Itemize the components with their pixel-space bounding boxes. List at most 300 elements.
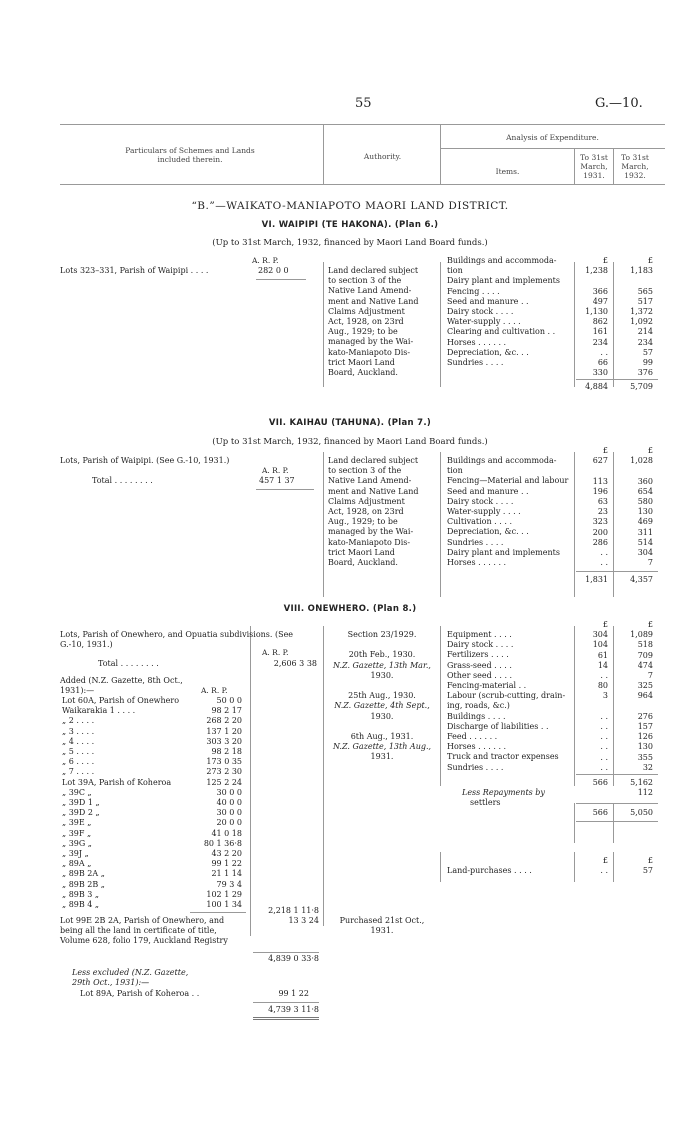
lot-row: [62, 890, 242, 900]
section-8-lot-list: [62, 696, 242, 910]
expense-item: Dairy stock . . . .: [447, 640, 514, 650]
authority-line: Claims Adjustment: [328, 306, 405, 316]
amount-1932: 304: [637, 548, 653, 558]
lot-row: [62, 767, 242, 777]
amount-1932: 126: [637, 732, 653, 742]
amount-1932: 1,028: [630, 456, 653, 466]
expense-item: Sundries . . . .: [447, 762, 504, 772]
lot-name: „ 3 . . . .: [62, 726, 95, 736]
section-8-lots-arp-header: A. R. P.: [201, 686, 228, 695]
section-8-less: [72, 968, 188, 988]
expense-item: Water-supply . . . .: [447, 507, 521, 517]
expense-item: Fencing—Material and labour: [447, 476, 569, 486]
lot-row: [62, 839, 242, 849]
amount-1931: 627: [592, 456, 608, 466]
lot-name: „ 39J „: [62, 849, 89, 859]
section-7-total-1932: 4,357: [630, 575, 653, 584]
section-7-subtitle: (Up to 31st March, 1932, financed by Maori Land Board funds.): [212, 437, 488, 447]
lot-row: [62, 788, 242, 798]
header-divider-2: [440, 124, 441, 184]
amount-1932: 1,089: [630, 630, 653, 640]
authority-line: Aug., 1929; to be: [328, 517, 398, 527]
section-8-lp-1931: . .: [600, 866, 608, 875]
expense-item: tion: [447, 466, 463, 476]
section-8-less-repayments: Less Repayments by: [462, 788, 545, 797]
section-7-divider-c: [574, 452, 575, 597]
section-8-lp-1932: 57: [642, 866, 653, 875]
section-8-lp-divider-d: [613, 852, 614, 882]
section-8-net-1931: 566: [592, 808, 608, 817]
expense-item: Feed . . . . . .: [447, 732, 498, 742]
amount-1932: 7: [647, 558, 653, 568]
section-8-arp-header: A. R. P.: [262, 648, 289, 657]
amount-1931: . .: [600, 671, 608, 681]
land-description-line: Lots, Parish of Onewhero, and Opuatia subdivisions. (See: [60, 630, 294, 639]
amount-1931: . .: [600, 752, 608, 762]
amount-1932: 518: [637, 640, 653, 650]
section-8-subtotal: 2,218 1 11·8: [268, 906, 319, 915]
amount-1932: 57: [642, 347, 653, 357]
amount-1932: [615, 276, 653, 286]
section-6-divider-d: [613, 262, 614, 387]
authority-line: kato-Maniapoto Dis-: [328, 347, 411, 357]
section-8-sum-1931: 566: [592, 778, 608, 787]
amount-1932: 474: [637, 660, 653, 670]
lot-area: 30 0 0: [216, 808, 242, 818]
amount-1931: £: [602, 256, 608, 265]
amount-1932: 469: [637, 517, 653, 527]
section-6-area-rule: [256, 279, 306, 280]
lot99-line: being all the land in certificate of title,: [60, 926, 217, 936]
lot-name: „ 39D 1 „: [62, 798, 100, 808]
section-6-col-1932: [615, 256, 653, 378]
lot-area: 100 1 34: [206, 900, 242, 910]
purchased-line: 1931.: [370, 926, 394, 936]
section-8-less-area: 99 1 22: [278, 989, 309, 998]
section-7-total-label: Total . . . . . . . .: [92, 476, 153, 485]
amount-1932: £: [647, 256, 653, 265]
section-7-col-1932: [615, 446, 653, 568]
lot-row: [62, 808, 242, 818]
added-line: 1931):—: [60, 686, 95, 696]
section-6-arp-header: A. R. P.: [252, 256, 279, 265]
amount-1932: 517: [637, 296, 653, 306]
lot-area: 50 0 0: [216, 696, 242, 705]
section-8-net-divider-c: [574, 803, 575, 843]
lot-area: 40 0 0: [216, 798, 242, 808]
expense-item: Sundries . . . .: [447, 537, 504, 547]
authority-line: managed by the Wai-: [328, 337, 414, 347]
lot-row: [62, 706, 242, 716]
authority-line: 25th Aug., 1930.: [348, 691, 416, 701]
section-8-lp-divider-c: [574, 852, 575, 882]
amount-1931: 113: [592, 476, 608, 486]
expense-item: Buildings and accommoda-: [447, 256, 557, 265]
amount-1931: 1,130: [585, 307, 608, 317]
authority-line: Land declared subject: [328, 456, 419, 465]
lot-name: „ 89B 3 „: [62, 889, 100, 899]
section-7-land: Lots, Parish of Waipipi. (See G.-10, 1931.): [60, 456, 230, 465]
lot-name: Lot 39A, Parish of Koheroa: [62, 777, 172, 787]
section-8-sum-rule: [253, 952, 319, 953]
authority-line: trict Maori Land: [328, 357, 395, 367]
land-description-line: G.-10, 1931.): [60, 640, 113, 650]
lot-name: „ 7 . . . .: [62, 767, 95, 777]
header-particulars: Particulars of Schemes and Lands included therein.: [125, 146, 255, 164]
amount-1932: £: [647, 620, 653, 629]
section-6-col-1931: [576, 256, 608, 378]
amount-1931: 323: [592, 517, 608, 527]
authority-line: [326, 681, 438, 691]
header-divider-4: [613, 148, 614, 184]
lot-name: „ 2 . . . .: [62, 716, 95, 726]
amount-1931: . .: [600, 347, 608, 357]
lot-area: 98 2 17: [211, 706, 242, 716]
expense-item: Sundries . . . .: [447, 358, 504, 368]
authority-line: to section 3 of the: [328, 276, 402, 286]
lot-row: [62, 778, 242, 788]
authority-line: 20th Feb., 1930.: [348, 650, 416, 660]
section-8-divider-b: [440, 626, 441, 786]
section-7-total-rule: [576, 571, 658, 572]
amount-1932: 580: [637, 497, 653, 507]
amount-1931: . .: [600, 732, 608, 742]
section-7-total-1931: 1,831: [585, 575, 608, 584]
amount-1931: [576, 276, 608, 286]
amount-1931: 80: [597, 681, 608, 691]
lot-row: [62, 829, 242, 839]
expense-item: Fertilizers . . . .: [447, 650, 509, 660]
lot-name: Lot 60A, Parish of Onewhero: [62, 696, 180, 705]
authority-line: [326, 722, 438, 732]
section-8-col-1932: [615, 620, 653, 773]
section-8-final-double-rule: [253, 1017, 319, 1020]
amount-1931: 497: [592, 296, 608, 306]
district-title: “B.”—WAIKATO-MANIAPOTO MAORI LAND DISTRICT.: [191, 200, 509, 212]
section-8-land-purchases: Land-purchases . . . .: [447, 866, 532, 875]
lot-name: „ 89A „: [62, 859, 92, 869]
section-7-divider-d: [613, 452, 614, 597]
expense-item: Dairy stock . . . .: [447, 496, 514, 506]
amount-1932: 311: [637, 527, 653, 537]
expense-item: Equipment . . . .: [447, 630, 512, 639]
lot-area: 303 3 20: [206, 736, 242, 746]
lot-area: 20 0 0: [216, 818, 242, 828]
section-7-area: 457 1 37: [259, 476, 295, 485]
header-top-rule: [60, 124, 665, 125]
lot-row: [62, 696, 242, 706]
lot-name: „ 89B 4 „: [62, 900, 100, 910]
amount-1931: £: [602, 620, 608, 629]
lot-row: [62, 849, 242, 859]
section-7-items: [447, 456, 568, 568]
expense-item: Labour (scrub-cutting, drain-: [447, 691, 566, 701]
amount-1932: [615, 702, 653, 712]
header-divider-1: [323, 124, 324, 184]
section-8-sum: 4,839 0 33·8: [268, 954, 319, 963]
lot-row: [62, 716, 242, 726]
section-6-total-1932: 5,709: [630, 382, 653, 391]
section-7-area-rule: [256, 489, 314, 490]
lot99-line: Volume 628, folio 179, Auckland Registry: [60, 936, 228, 946]
section-6-total-rule: [576, 379, 658, 380]
section-7-arp-header: A. R. P.: [262, 466, 289, 475]
lot-name: „ 39F „: [62, 828, 92, 838]
lot-area: 41 0 18: [211, 828, 242, 838]
authority-line: Native Land Amend-: [328, 286, 412, 296]
expense-item: Grass-seed . . . .: [447, 660, 512, 670]
lot-row: [62, 859, 242, 869]
header-col-1932: To 31st March, 1932.: [621, 153, 649, 180]
authority-line: kato-Maniapoto Dis-: [328, 537, 411, 547]
section-8-less-lot: Lot 89A, Parish of Koheroa . .: [80, 989, 200, 998]
section-6-subtitle: (Up to 31st March, 1932, financed by Maori Land Board funds.): [212, 238, 488, 248]
lot-area: 79 3 4: [216, 879, 242, 889]
section-8-authority: [326, 630, 438, 763]
less-excluded-line: Less excluded (N.Z. Gazette,: [72, 968, 189, 977]
lot-area: 80 1 36·8: [203, 838, 242, 848]
amount-1931: 304: [592, 630, 608, 640]
amount-1932: 1,092: [630, 317, 653, 327]
lot-area: 173 0 35: [206, 757, 242, 767]
amount-1931: 200: [592, 527, 608, 537]
expense-item: tion: [447, 266, 463, 276]
authority-line: to section 3 of the: [328, 466, 402, 476]
amount-1932: 376: [637, 368, 653, 378]
header-bottom-rule: [60, 184, 665, 185]
lot-area: 21 1 14: [211, 869, 242, 879]
authority-line: Claims Adjustment: [328, 496, 405, 506]
amount-1931: 14: [597, 660, 608, 670]
expense-item: Seed and manure . .: [447, 296, 529, 306]
section-6-items: [447, 256, 560, 368]
amount-1931: 1,238: [585, 266, 608, 276]
page-number: 55: [355, 96, 372, 111]
less-excluded-line: 29th Oct., 1931):—: [72, 978, 150, 988]
purchased-line: Purchased 21st Oct.,: [339, 916, 425, 925]
expense-item: Horses . . . . . .: [447, 742, 507, 752]
document-code: G.—10.: [595, 96, 643, 111]
amount-1931: 104: [592, 640, 608, 650]
lot99-line: Lot 99E 2B 2A, Parish of Onewhero, and: [60, 916, 225, 925]
section-7-title: VII. KAIHAU (TAHUNA). (Plan 7.): [268, 418, 432, 428]
section-8-added: [60, 676, 183, 696]
expense-item: Cultivation . . . .: [447, 517, 512, 527]
amount-1931: 61: [597, 650, 608, 660]
expense-item: Buildings and accommoda-: [447, 456, 557, 465]
amount-1932: 709: [637, 650, 653, 660]
expense-item: Clearing and cultivation . .: [447, 327, 556, 337]
header-authority: Authority.: [363, 152, 402, 161]
section-8-final: 4,739 3 11·8: [268, 1005, 319, 1014]
section-8-net-divider-d: [613, 803, 614, 843]
section-8-final-rule: [253, 1002, 319, 1003]
amount-1931: 66: [597, 358, 608, 368]
expense-item: Dairy plant and implements: [447, 276, 560, 286]
amount-1931: . .: [600, 548, 608, 558]
amount-1931: [576, 702, 608, 712]
lot-row: [62, 900, 242, 910]
lot-name: „ 39G „: [62, 838, 92, 848]
section-8-net-bottom-rule: [576, 821, 658, 822]
authority-line: managed by the Wai-: [328, 527, 414, 537]
amount-1932: 964: [637, 691, 653, 701]
amount-1932: 157: [637, 722, 653, 732]
authority-line: 1930.: [370, 711, 394, 721]
amount-1932: £: [647, 446, 653, 455]
amount-1931: [576, 466, 608, 476]
amount-1931: . .: [600, 558, 608, 568]
amount-1932: 234: [637, 337, 653, 347]
lot-name: „ 39C „: [62, 787, 92, 797]
amount-1931: 330: [592, 368, 608, 378]
lot-name: „ 4 . . . .: [62, 736, 95, 746]
section-8-lp-currency-1931: £: [602, 856, 608, 865]
authority-line: 6th Aug., 1931.: [350, 732, 414, 742]
section-8-total-label: Total . . . . . . . .: [98, 659, 159, 668]
amount-1932: 565: [637, 286, 653, 296]
authority-line: trict Maori Land: [328, 547, 395, 557]
section-6-title: VI. WAIPIPI (TE HAKONA). (Plan 6.): [261, 220, 439, 230]
amount-1931: . .: [600, 711, 608, 721]
section-7-authority: [328, 456, 419, 568]
amount-1932: 276: [637, 711, 653, 721]
authority-line: N.Z. Gazette, 4th Sept.,: [334, 701, 430, 711]
amount-1932: 99: [642, 358, 653, 368]
authority-line: N.Z. Gazette, 13th Mar.,: [333, 660, 431, 670]
authority-line: 1931.: [370, 752, 394, 762]
amount-1931: 234: [592, 337, 608, 347]
expense-item: Other seed . . . .: [447, 670, 513, 680]
expense-item: ing, roads, &c.): [447, 701, 510, 711]
amount-1932: 514: [637, 537, 653, 547]
lot-row: [62, 747, 242, 757]
authority-line: ment and Native Land: [328, 486, 419, 496]
header-items: Items.: [495, 167, 520, 176]
expense-item: Dairy plant and implements: [447, 547, 560, 557]
expense-item: Buildings . . . .: [447, 711, 506, 721]
added-line: Added (N.Z. Gazette, 8th Oct.,: [60, 676, 183, 685]
section-8-divider-a: [323, 626, 324, 926]
authority-line: Board, Auckland.: [328, 368, 398, 378]
lot-row: [62, 818, 242, 828]
amount-1931: 196: [592, 486, 608, 496]
expense-item: Water-supply . . . .: [447, 317, 521, 327]
amount-1932: 130: [637, 742, 653, 752]
section-7-divider-b: [440, 452, 441, 597]
amount-1932: 325: [637, 681, 653, 691]
lot-area: 43 2 20: [211, 849, 242, 859]
amount-1931: . .: [600, 762, 608, 772]
section-7-divider-a: [323, 452, 324, 597]
amount-1931: 366: [592, 286, 608, 296]
header-divider-3: [574, 148, 575, 184]
amount-1932: [615, 466, 653, 476]
section-8-less-settlers: settlers: [470, 798, 501, 807]
section-8-items: [447, 630, 565, 773]
section-8-purchased: [326, 916, 438, 936]
amount-1931: 286: [592, 537, 608, 547]
authority-line: Aug., 1929; to be: [328, 327, 398, 337]
amount-1932: 1,183: [630, 266, 653, 276]
lot-area: 268 2 20: [206, 716, 242, 726]
authority-line: Section 23/1929.: [347, 630, 417, 639]
amount-1932: 7: [647, 671, 653, 681]
amount-1932: 130: [637, 507, 653, 517]
expense-item: Depreciation, &c. . .: [447, 527, 529, 537]
amount-1931: 161: [592, 327, 608, 337]
lot-row: [62, 727, 242, 737]
section-6-divider-b: [440, 262, 441, 387]
amount-1932: 1,372: [630, 307, 653, 317]
header-analysis-rule: [440, 148, 665, 149]
authority-line: Native Land Amend-: [328, 476, 412, 486]
section-8-land-header: [60, 630, 293, 650]
amount-1932: 360: [637, 476, 653, 486]
authority-line: [326, 640, 438, 650]
expense-item: Dairy stock . . . .: [447, 307, 514, 317]
section-8-lot99-area: 13 3 24: [288, 916, 319, 925]
expense-item: Horses . . . . . .: [447, 337, 507, 347]
lot-name: „ 39E „: [62, 818, 92, 828]
lot-area: 98 2 18: [211, 747, 242, 757]
expense-item: Fencing . . . .: [447, 286, 500, 296]
section-6-divider-c: [574, 262, 575, 387]
lot-row: [62, 798, 242, 808]
authority-line: Board, Auckland.: [328, 558, 398, 568]
lot-name: Waikarakia 1 . . . .: [62, 706, 136, 716]
authority-line: Land declared subject: [328, 266, 419, 275]
lot-row: [62, 737, 242, 747]
authority-line: 1930.: [370, 670, 394, 680]
amount-1931: 63: [597, 497, 608, 507]
amount-1931: 3: [602, 691, 608, 701]
amount-1932: 214: [637, 327, 653, 337]
lot-row: [62, 880, 242, 890]
lot-row: [62, 869, 242, 879]
lot-name: „ 6 . . . .: [62, 757, 95, 767]
lot-area: 30 0 0: [216, 787, 242, 797]
section-6-authority: [328, 266, 419, 378]
section-8-less-repayments-value: 112: [637, 788, 653, 797]
section-8-net-1932: 5,050: [630, 808, 653, 817]
authority-line: N.Z. Gazette, 13th Aug.,: [332, 742, 432, 752]
section-8-lot99: [60, 916, 228, 947]
lot-row: [62, 757, 242, 767]
amount-1931: £: [602, 446, 608, 455]
section-6-divider-a: [323, 262, 324, 387]
section-8-divider-c: [574, 626, 575, 786]
expense-item: Depreciation, &c. . .: [447, 347, 529, 357]
amount-1932: 32: [642, 762, 653, 772]
section-6-total-1931: 4,884: [585, 382, 608, 391]
amount-1932: 654: [637, 486, 653, 496]
expense-item: Truck and tractor expenses: [447, 752, 559, 762]
lot-area: 102 1 29: [206, 889, 242, 899]
amount-1931: 23: [597, 507, 608, 517]
header-analysis: Analysis of Expenditure.: [506, 133, 599, 142]
lot-name: „ 5 . . . .: [62, 747, 95, 757]
expense-item: Fencing-material . .: [447, 681, 527, 691]
section-6-land: Lots 323–331, Parish of Waipipi . . . .: [60, 266, 209, 275]
authority-line: Act, 1928, on 23rd: [328, 317, 404, 327]
amount-1931: . .: [600, 722, 608, 732]
header-col-1931: To 31st March, 1931.: [580, 153, 608, 180]
section-8-lots-rule: [190, 912, 246, 913]
expense-item: Horses . . . . . .: [447, 558, 507, 568]
lot-name: „ 89B 2A „: [62, 869, 105, 879]
section-8-sum-1932: 5,162: [630, 778, 653, 787]
